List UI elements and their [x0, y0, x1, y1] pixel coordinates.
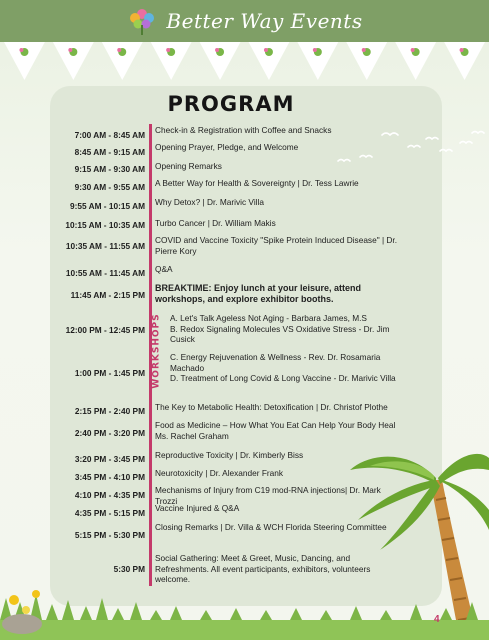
flying-birds-icon [330, 125, 489, 175]
schedule-time: 10:35 AM - 11:55 AM [65, 241, 145, 251]
schedule-description: Why Detox? | Dr. Marivic Villa [155, 197, 264, 207]
schedule-description: A Better Way for Health & Sovereignty | Dr. Tess Lawrie [155, 178, 359, 188]
schedule-time: 4:35 PM - 5:15 PM [74, 508, 145, 518]
schedule-description: Opening Remarks [155, 161, 222, 171]
schedule-time: 9:55 AM - 10:15 AM [70, 201, 145, 211]
schedule-description: Social Gathering: Meet & Greet, Music, Dancing, and Refreshments. All event participants, exhibitors, volunteers welcome. [155, 553, 371, 585]
schedule-time: 7:00 AM - 8:45 AM [74, 130, 145, 140]
schedule-description: Food as Medicine – How What You Eat Can Help Your Body Heal Ms. Rachel Graham [155, 420, 396, 441]
pennant-logo-icon [4, 42, 45, 80]
grass-flowers-icon [0, 580, 489, 640]
schedule-time: 9:30 AM - 9:55 AM [74, 182, 145, 192]
pennant-logo-icon [395, 42, 436, 80]
brand-title: Better Way Events [166, 9, 363, 33]
header-banner [0, 0, 489, 42]
schedule-description: Opening Prayer, Pledge, and Welcome [155, 142, 299, 152]
schedule-description: C. Energy Rejuvenation & Wellness - Rev. Dr. Rosamaria Machado D. Treatment of Long Covid & Long Vaccine - Dr. Marivic Villa [170, 352, 396, 384]
schedule-time: 8:45 AM - 9:15 AM [74, 147, 145, 157]
schedule-time: 10:15 AM - 10:35 AM [65, 220, 145, 230]
bunting-banner [0, 42, 489, 84]
schedule-time: 5:30 PM [113, 564, 145, 574]
schedule-description: The Key to Metabolic Health: Detoxification | Dr. Christof Plothe [155, 402, 388, 412]
schedule-time: 5:15 PM - 5:30 PM [74, 530, 145, 540]
pennant-logo-icon [200, 42, 241, 80]
pennant-logo-icon [151, 42, 192, 80]
schedule-description: Closing Remarks | Dr. Villa & WCH Florida Steering Committee [155, 522, 387, 532]
schedule-description: Reproductive Toxicity | Dr. Kimberly Biss [155, 450, 304, 460]
pennant-logo-icon [444, 42, 485, 80]
pennant-logo-icon [53, 42, 94, 80]
schedule-description: Q&A [155, 264, 173, 274]
schedule-time: 3:20 PM - 3:45 PM [74, 454, 145, 464]
pennant-logo-icon [102, 42, 143, 80]
workshops-label-text: WORKSHOPS [152, 313, 163, 389]
schedule-time: 3:45 PM - 4:10 PM [74, 472, 145, 482]
schedule-description: Check-in & Registration with Coffee and Snacks [155, 125, 332, 135]
schedule-time: 2:15 PM - 2:40 PM [74, 406, 145, 416]
pennant-logo-icon [249, 42, 290, 80]
schedule-time: 9:15 AM - 9:30 AM [74, 164, 145, 174]
schedule-description: COVID and Vaccine Toxicity "Spike Protein Induced Disease" | Dr. Pierre Kory [155, 235, 398, 256]
schedule-time: 2:40 PM - 3:20 PM [74, 428, 145, 438]
schedule-time: 10:55 AM - 11:45 AM [65, 268, 145, 278]
program-title: PROGRAM [167, 92, 295, 116]
schedule-description: BREAKTIME: Enjoy lunch at your leisure, attend workshops, and explore exhibitor booths. [155, 283, 362, 304]
schedule-description: Vaccine Injured & Q&A [155, 503, 240, 513]
schedule-description: Mechanisms of Injury from C19 mod-RNA injections| Dr. Mark Trozzi [155, 485, 381, 506]
schedule-description: Neurotoxicity | Dr. Alexander Frank [155, 468, 284, 478]
flower-logo-icon [126, 5, 158, 37]
schedule-time: 1:00 PM - 1:45 PM [74, 368, 145, 378]
schedule-description: A. Let's Talk Ageless Not Aging - Barbara James, M.S B. Redox Signaling Molecules VS Oxidative Stress - Dr. Jim Cusick [170, 313, 390, 345]
workshops-label [152, 313, 163, 389]
page-number: 4 [434, 614, 440, 625]
schedule-time: 4:10 PM - 4:35 PM [74, 490, 145, 500]
pennant-logo-icon [346, 42, 387, 80]
pennant-logo-icon [297, 42, 338, 80]
schedule-time: 12:00 PM - 12:45 PM [65, 325, 145, 335]
schedule-description: Turbo Cancer | Dr. William Makis [155, 218, 276, 228]
schedule-time: 11:45 AM - 2:15 PM [70, 290, 145, 300]
